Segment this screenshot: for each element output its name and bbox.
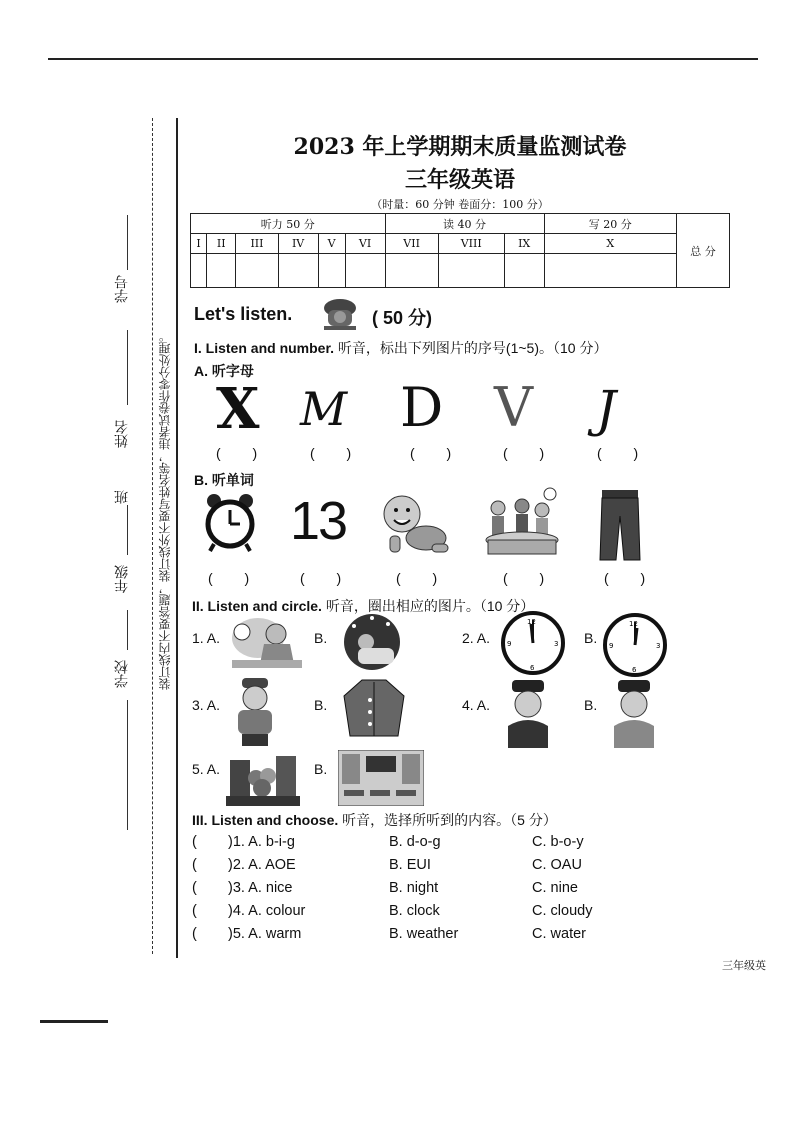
letter-x: X — [216, 376, 260, 442]
clock-icon — [500, 610, 566, 676]
score-cell[interactable] — [318, 254, 345, 288]
svg-text:9: 9 — [609, 642, 614, 650]
fruit-market-icon — [226, 750, 300, 806]
part3-heading — [192, 810, 557, 830]
part2-heading-cn: 听音，圈出相应的图片。（10 分） — [321, 598, 535, 614]
listen-points: ( 50 分) — [372, 308, 433, 328]
morning-girl-icon — [230, 614, 302, 670]
option-b[interactable]: B. weather — [389, 926, 459, 942]
option-b[interactable]: B. night — [389, 880, 439, 896]
svg-text:12: 12 — [527, 618, 536, 626]
party-people-icon — [478, 486, 564, 558]
part2-heading-en: II. Listen and circle. — [192, 598, 322, 614]
side-class-label: 班 — [114, 490, 130, 504]
option-label: B. — [314, 761, 328, 777]
svg-text:12: 12 — [629, 620, 638, 628]
svg-text:9: 9 — [507, 640, 512, 648]
letter-v: V — [494, 376, 533, 439]
answer-blank[interactable]: ( ) — [300, 570, 356, 586]
letter-d: D — [400, 376, 444, 439]
paren-open: ( — [192, 903, 197, 919]
clock-icon — [602, 612, 668, 678]
margin-line — [176, 118, 178, 958]
baby-crawling-icon — [376, 492, 452, 556]
top-rule — [48, 58, 758, 60]
option-a[interactable]: )4. A. colour — [228, 903, 306, 919]
trousers-icon — [598, 488, 642, 562]
option-c[interactable]: C. cloudy — [532, 903, 593, 919]
option-a[interactable]: )2. A. AOE — [228, 857, 296, 873]
score-group-reading: 读 40 分 — [385, 214, 544, 234]
score-cell[interactable] — [385, 254, 438, 288]
score-cell[interactable] — [438, 254, 504, 288]
part1-a-label: A. 听字母 — [194, 363, 254, 379]
paren-open: ( — [192, 857, 197, 873]
part1-heading-cn: 听音，标出下列图片的序号(1~5)。（10 分） — [334, 340, 608, 356]
score-group-listening: 听力 50 分 — [191, 214, 386, 234]
letter-j: J — [596, 380, 617, 438]
paren-open: ( — [192, 926, 197, 942]
svg-text:3: 3 — [554, 640, 559, 648]
side-class-blank — [127, 505, 128, 555]
policeman-icon — [610, 678, 658, 748]
score-col: VI — [345, 234, 385, 254]
score-col: V — [318, 234, 345, 254]
side-grade-label: 年级 — [114, 565, 130, 593]
paren-open: ( — [192, 834, 197, 850]
listen-heading-label: Let's listen. — [194, 304, 293, 324]
option-c[interactable]: C. b-o-y — [532, 834, 584, 850]
part1-b-label: B. 听单词 — [194, 472, 254, 488]
option-b[interactable]: B. clock — [389, 903, 440, 919]
alarm-clock-icon — [202, 492, 258, 552]
option-a[interactable]: )5. A. warm — [228, 926, 302, 942]
svg-text:3: 3 — [656, 642, 661, 650]
answer-blank[interactable]: ( ) — [410, 445, 466, 461]
score-cell[interactable] — [236, 254, 278, 288]
option-c[interactable]: C. OAU — [532, 857, 582, 873]
policeman-icon — [504, 678, 552, 748]
score-col: I — [191, 234, 207, 254]
part3-heading-cn: 听音，选择所听到的内容。（5 分） — [338, 812, 557, 828]
score-cell[interactable] — [191, 254, 207, 288]
option-c[interactable]: C. nine — [532, 880, 578, 896]
letter-m: M — [300, 382, 348, 436]
answer-blank[interactable]: ( ) — [597, 445, 653, 461]
score-col: II — [207, 234, 236, 254]
coat-icon — [338, 676, 410, 740]
score-cell[interactable] — [278, 254, 318, 288]
exam-title: 2023 年上学期期末质量监测试卷 — [293, 134, 627, 160]
score-col: VIII — [438, 234, 504, 254]
option-label: B. — [314, 697, 328, 713]
part1-heading-en: I. Listen and number. — [194, 340, 335, 356]
number-thirteen: 13 — [290, 491, 347, 551]
part3-heading-en: III. Listen and choose. — [192, 812, 339, 828]
option-label: B. — [584, 630, 598, 646]
answer-blank[interactable]: ( ) — [310, 445, 366, 461]
side-number-label: 学号 — [114, 275, 130, 303]
answer-blank[interactable]: ( ) — [503, 570, 559, 586]
score-col: III — [236, 234, 278, 254]
score-cell[interactable] — [504, 254, 544, 288]
exam-info: （时量：60 分钟 卷面分：100 分） — [371, 198, 549, 211]
option-b[interactable]: B. d-o-g — [389, 834, 441, 850]
binding-notice: 装订线内不要答题，装订线外不要写姓名等，违者试卷作零分处理。 — [158, 330, 172, 690]
score-col: X — [544, 234, 677, 254]
side-school-label: 学校 — [114, 660, 130, 688]
binding-line — [152, 118, 154, 954]
answer-blank[interactable]: ( ) — [396, 570, 452, 586]
option-label: B. — [584, 697, 598, 713]
score-cell[interactable] — [544, 254, 677, 288]
warm-man-icon — [232, 676, 278, 746]
option-label: 5. A. — [192, 761, 221, 777]
option-label: 2. A. — [462, 630, 491, 646]
score-col: IX — [504, 234, 544, 254]
headphones-icon — [320, 296, 360, 332]
svg-text:6: 6 — [530, 664, 535, 672]
side-name-label: 姓名 — [114, 420, 130, 448]
score-cell[interactable] — [345, 254, 385, 288]
score-col: VII — [385, 234, 438, 254]
answer-blank[interactable]: ( ) — [503, 445, 559, 461]
option-label: 4. A. — [462, 697, 491, 713]
score-table — [190, 213, 730, 288]
paren-open: ( — [192, 880, 197, 896]
option-a[interactable]: )1. A. b-i-g — [228, 834, 295, 850]
option-label: 1. A. — [192, 630, 221, 646]
night-sleep-icon — [340, 612, 404, 672]
score-col: IV — [278, 234, 318, 254]
side-number-blank — [127, 215, 128, 270]
option-label: B. — [314, 630, 328, 646]
answer-blank[interactable]: ( ) — [216, 445, 272, 461]
classroom-icon — [338, 750, 424, 806]
part1-heading — [194, 338, 607, 358]
side-grade-blank — [127, 610, 128, 650]
listen-heading — [194, 304, 292, 325]
side-school-blank — [127, 700, 128, 830]
option-b[interactable]: B. EUI — [389, 857, 431, 873]
bottom-left-rule — [40, 1020, 108, 1023]
page-footer: 三年级英 — [722, 959, 766, 972]
option-label: 3. A. — [192, 697, 221, 713]
exam-subtitle: 三年级英语 — [404, 167, 515, 193]
score-group-writing: 写 20 分 — [544, 214, 677, 234]
option-c[interactable]: C. water — [532, 926, 586, 942]
score-cell[interactable] — [207, 254, 236, 288]
score-total: 总 分 — [677, 214, 730, 288]
svg-text:6: 6 — [632, 666, 637, 674]
answer-blank[interactable]: ( ) — [208, 570, 264, 586]
option-a[interactable]: )3. A. nice — [228, 880, 293, 896]
answer-blank[interactable]: ( ) — [604, 570, 660, 586]
side-name-blank — [127, 330, 128, 405]
